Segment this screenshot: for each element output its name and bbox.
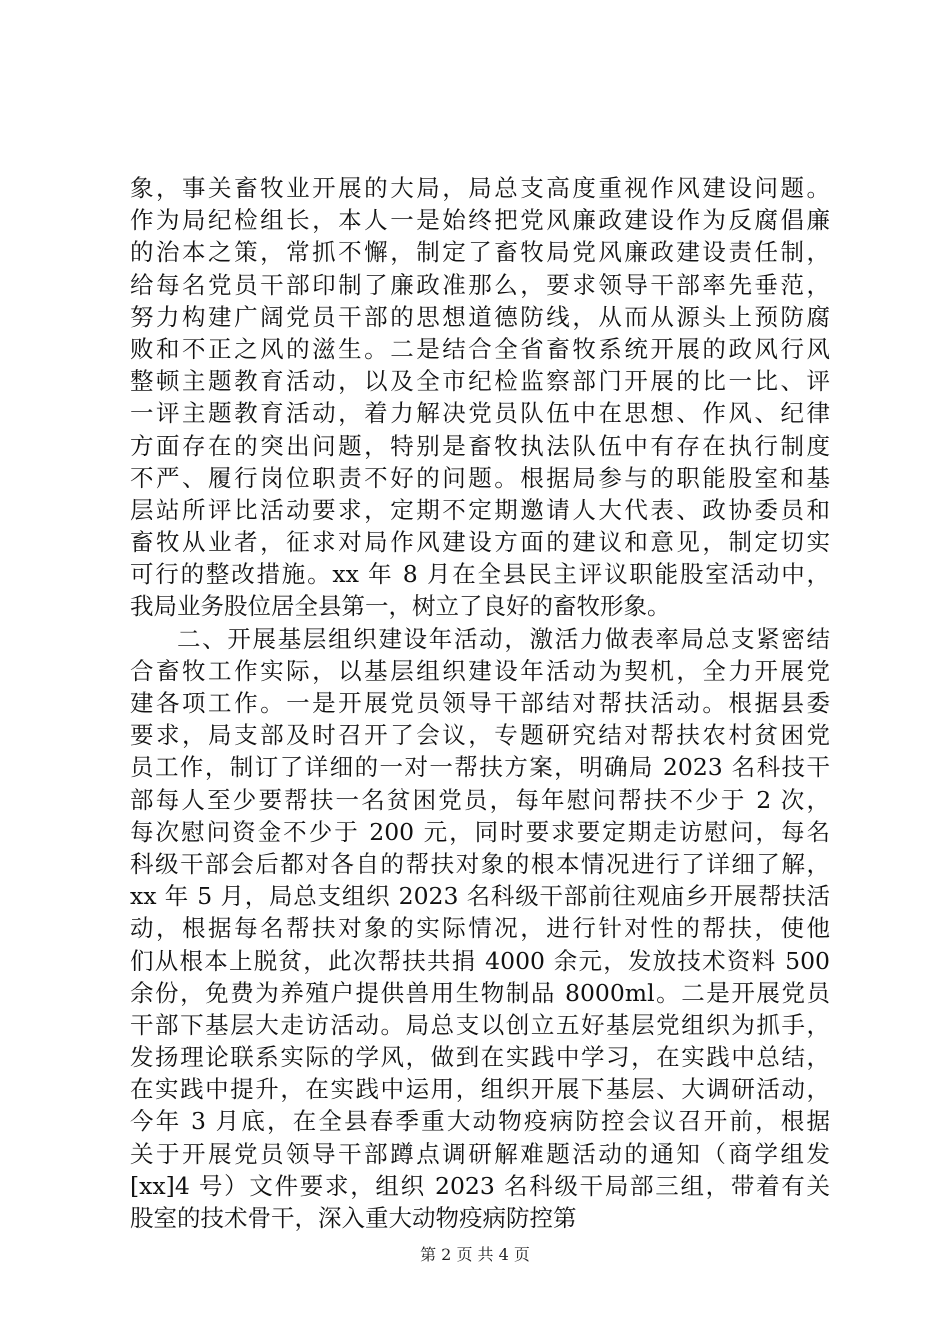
text-line: 每次慰问资金不少于 200 元，同时要求要定期走访慰问，每名 — [130, 817, 830, 846]
text-line: 一评主题教育活动，着力解决党员队伍中在思想、作风、纪律 — [130, 399, 830, 428]
text-line: 建各项工作。一是开展党员领导干部结对帮扶活动。根据县委 — [130, 689, 830, 717]
text-line: 畜牧从业者，征求对局作风建设方面的建议和意见，制定切实 — [130, 528, 830, 557]
text-line: 作为局纪检组长，本人一是始终把党风廉政建设作为反腐倡廉 — [130, 206, 830, 235]
text-line: 方面存在的突出问题，特别是畜牧执法队伍中有存在执行制度 — [130, 431, 830, 460]
page-footer — [0, 1245, 950, 1265]
text-line: 在实践中提升，在实践中运用，组织开展下基层、大调研活动， — [130, 1075, 830, 1104]
text-line: 动，根据每名帮扶对象的实际情况，进行针对性的帮扶，使他 — [130, 914, 830, 943]
text-line: 今年 3 月底，在全县春季重大动物疫病防控会议召开前，根据 — [130, 1107, 830, 1136]
text-line: 给每名党员干部印制了廉政准那么，要求领导干部率先垂范， — [130, 270, 830, 299]
text-line: 败和不正之风的滋生。二是结合全省畜牧系统开展的政风行风 — [130, 334, 830, 363]
text-line: 要求，局支部及时召开了会议，专题研究结对帮扶农村贫困党 — [130, 721, 830, 750]
text-line: 关于开展党员领导干部蹲点调研解难题活动的通知（商学组发 — [130, 1139, 830, 1168]
text-line: 合畜牧工作实际，以基层组织建设年活动为契机，全力开展党 — [130, 656, 830, 685]
text-line: 干部下基层大走访活动。局总支以创立五好基层党组织为抓手， — [130, 1010, 830, 1039]
text-line: 们从根本上脱贫，此次帮扶共捐 4000 余元，发放技术资料 500 — [130, 946, 830, 975]
text-line: 可行的整改措施。xx 年 8 月在全县民主评议职能股室活动中， — [130, 560, 830, 589]
text-line: 象，事关畜牧业开展的大局，局总支高度重视作风建设问题。 — [130, 174, 830, 202]
text-line: xx 年 5 月，局总支组织 2023 名科级干部前往观庙乡开展帮扶活 — [130, 882, 830, 911]
text-line: 部每人至少要帮扶一名贫困党员，每年慰问帮扶不少于 2 次， — [130, 785, 830, 814]
page-number-label: 第 2 页 共 4 页 — [420, 1245, 530, 1264]
text-line: 努力构建广阔党员干部的思想道德防线，从而从源头上预防腐 — [130, 302, 830, 331]
text-line: 员工作，制订了详细的一对一帮扶方案，明确局 2023 名科技干 — [130, 753, 830, 782]
text-line: 的治本之策，常抓不懈，制定了畜牧局党风廉政建设责任制， — [130, 238, 830, 267]
text-line: 二、开展基层组织建设年活动，激活力做表率局总支紧密结 — [177, 624, 830, 653]
text-line: 股室的技术骨干，深入重大动物疫病防控第 — [130, 1204, 577, 1232]
text-line: 层站所评比活动要求，定期不定期邀请人大代表、政协委员和 — [130, 495, 830, 524]
text-line: 我局业务股位居全县第一，树立了良好的畜牧形象。 — [130, 592, 671, 621]
text-line: [xx]4 号）文件要求，组织 2023 名科级干局部三组，带着有关 — [130, 1171, 830, 1200]
text-line: 不严、履行岗位职责不好的问题。根据局参与的职能股室和基 — [130, 463, 830, 492]
text-line: 整顿主题教育活动，以及全市纪检监察部门开展的比一比、评 — [130, 367, 830, 396]
text-line: 发扬理论联系实际的学风，做到在实践中学习，在实践中总结， — [130, 1043, 830, 1072]
text-line: 余份，免费为养殖户提供兽用生物制品 8000ml。二是开展党员 — [130, 978, 830, 1007]
document-body — [130, 172, 830, 1234]
text-line: 科级干部会后都对各自的帮扶对象的根本情况进行了详细了解， — [130, 849, 830, 878]
